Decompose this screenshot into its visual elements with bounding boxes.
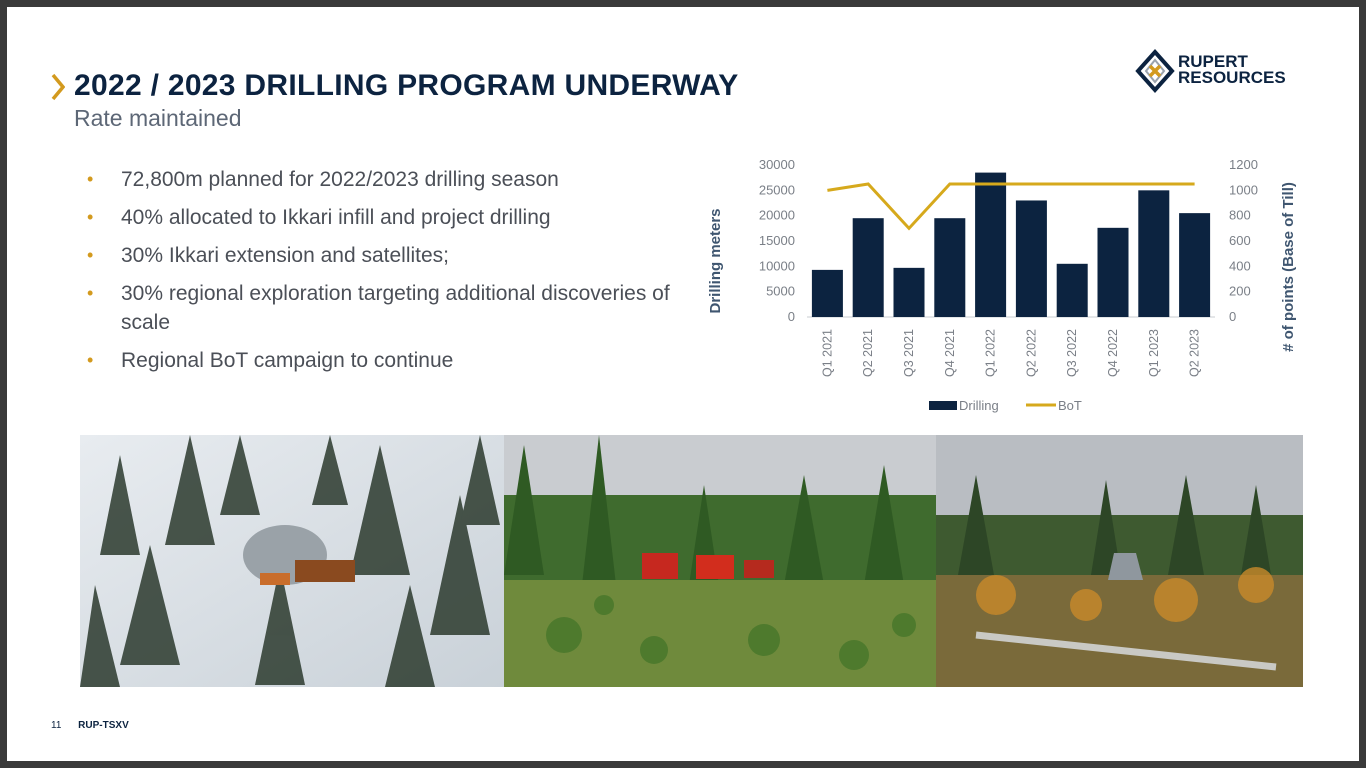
company-logo bbox=[1135, 49, 1305, 93]
bar-drilling bbox=[1097, 228, 1128, 317]
y-tick-label: 10000 bbox=[758, 258, 795, 274]
slide bbox=[7, 7, 1359, 761]
x-tick-label: Q2 2023 bbox=[1187, 328, 1202, 377]
y-tick-label: 25000 bbox=[758, 182, 795, 198]
autumn-drill-rig-photo bbox=[936, 435, 1303, 687]
x-tick-label: Q2 2022 bbox=[1024, 329, 1039, 377]
page-subtitle: Rate maintained bbox=[74, 105, 242, 131]
logo-line-1: RUPERT bbox=[1178, 52, 1248, 71]
winter-drill-rig-photo bbox=[80, 435, 504, 687]
bar-drilling bbox=[1016, 200, 1047, 317]
bar-drilling bbox=[934, 218, 965, 317]
y-axis-label: Drilling meters bbox=[707, 208, 724, 314]
footer bbox=[51, 720, 129, 731]
legend-swatch-drilling bbox=[929, 401, 957, 410]
bullet-item: • 72,800m planned for 2022/2023 drilling season bbox=[87, 165, 677, 194]
y2-tick-label: 1200 bbox=[1229, 157, 1258, 172]
y2-tick-label: 1000 bbox=[1229, 182, 1258, 198]
bar-drilling bbox=[893, 268, 924, 317]
x-tick-label: Q1 2023 bbox=[1146, 329, 1161, 377]
bar-drilling bbox=[853, 218, 884, 317]
y-tick-label: 30000 bbox=[758, 157, 795, 172]
x-tick-label: Q1 2022 bbox=[983, 329, 998, 377]
bar-drilling bbox=[1057, 264, 1088, 317]
ticker-label: RUP-TSXV bbox=[78, 720, 129, 731]
rupert-logo-icon bbox=[1135, 49, 1175, 93]
y2-axis-label: # of points (Base of Till) bbox=[1280, 182, 1297, 352]
y-tick-label: 0 bbox=[787, 309, 795, 324]
logo-line-2: RESOURCES bbox=[1178, 68, 1286, 87]
legend-label-bot: BoT bbox=[1058, 398, 1082, 413]
x-tick-label: Q3 2021 bbox=[902, 329, 916, 377]
bullet-list bbox=[87, 165, 677, 384]
bar-drilling bbox=[975, 173, 1006, 317]
drilling-chart bbox=[695, 145, 1315, 425]
bar-drilling bbox=[1138, 190, 1169, 317]
x-tick-label: Q1 2021 bbox=[820, 329, 835, 377]
x-tick-label: Q3 2022 bbox=[1065, 329, 1080, 377]
page-title: 2022 / 2023 DRILLING PROGRAM UNDERWAY bbox=[74, 69, 739, 102]
y-tick-label: 15000 bbox=[758, 233, 795, 248]
chevron-right-icon bbox=[51, 73, 65, 101]
bullet-item: • 30% Ikkari extension and satellites; bbox=[87, 241, 677, 270]
y2-tick-label: 0 bbox=[1229, 309, 1237, 324]
bar-drilling bbox=[1179, 213, 1210, 317]
bullet-item: • 40% allocated to Ikkari infill and project drilling bbox=[87, 203, 677, 232]
y2-tick-label: 400 bbox=[1229, 258, 1251, 274]
y2-tick-label: 600 bbox=[1229, 233, 1251, 248]
summer-drill-rigs-photo bbox=[504, 435, 936, 687]
x-tick-label: Q4 2022 bbox=[1106, 329, 1120, 377]
page-number: 11 bbox=[51, 720, 62, 731]
x-tick-label: Q4 2021 bbox=[942, 329, 957, 377]
y-tick-label: 20000 bbox=[758, 207, 795, 223]
y2-tick-label: 800 bbox=[1229, 207, 1251, 223]
y2-tick-label: 200 bbox=[1229, 283, 1251, 299]
x-tick-label: Q2 2021 bbox=[861, 329, 876, 377]
bullet-item: • 30% regional exploration targeting additional discoveries of scale bbox=[87, 279, 677, 337]
bullet-item: • Regional BoT campaign to continue bbox=[87, 346, 677, 375]
y-tick-label: 5000 bbox=[766, 283, 795, 299]
logo-wordmark bbox=[1178, 54, 1286, 86]
legend-label-drilling: Drilling bbox=[959, 398, 999, 413]
bar-drilling bbox=[812, 270, 843, 317]
photo-strip bbox=[80, 435, 1303, 687]
